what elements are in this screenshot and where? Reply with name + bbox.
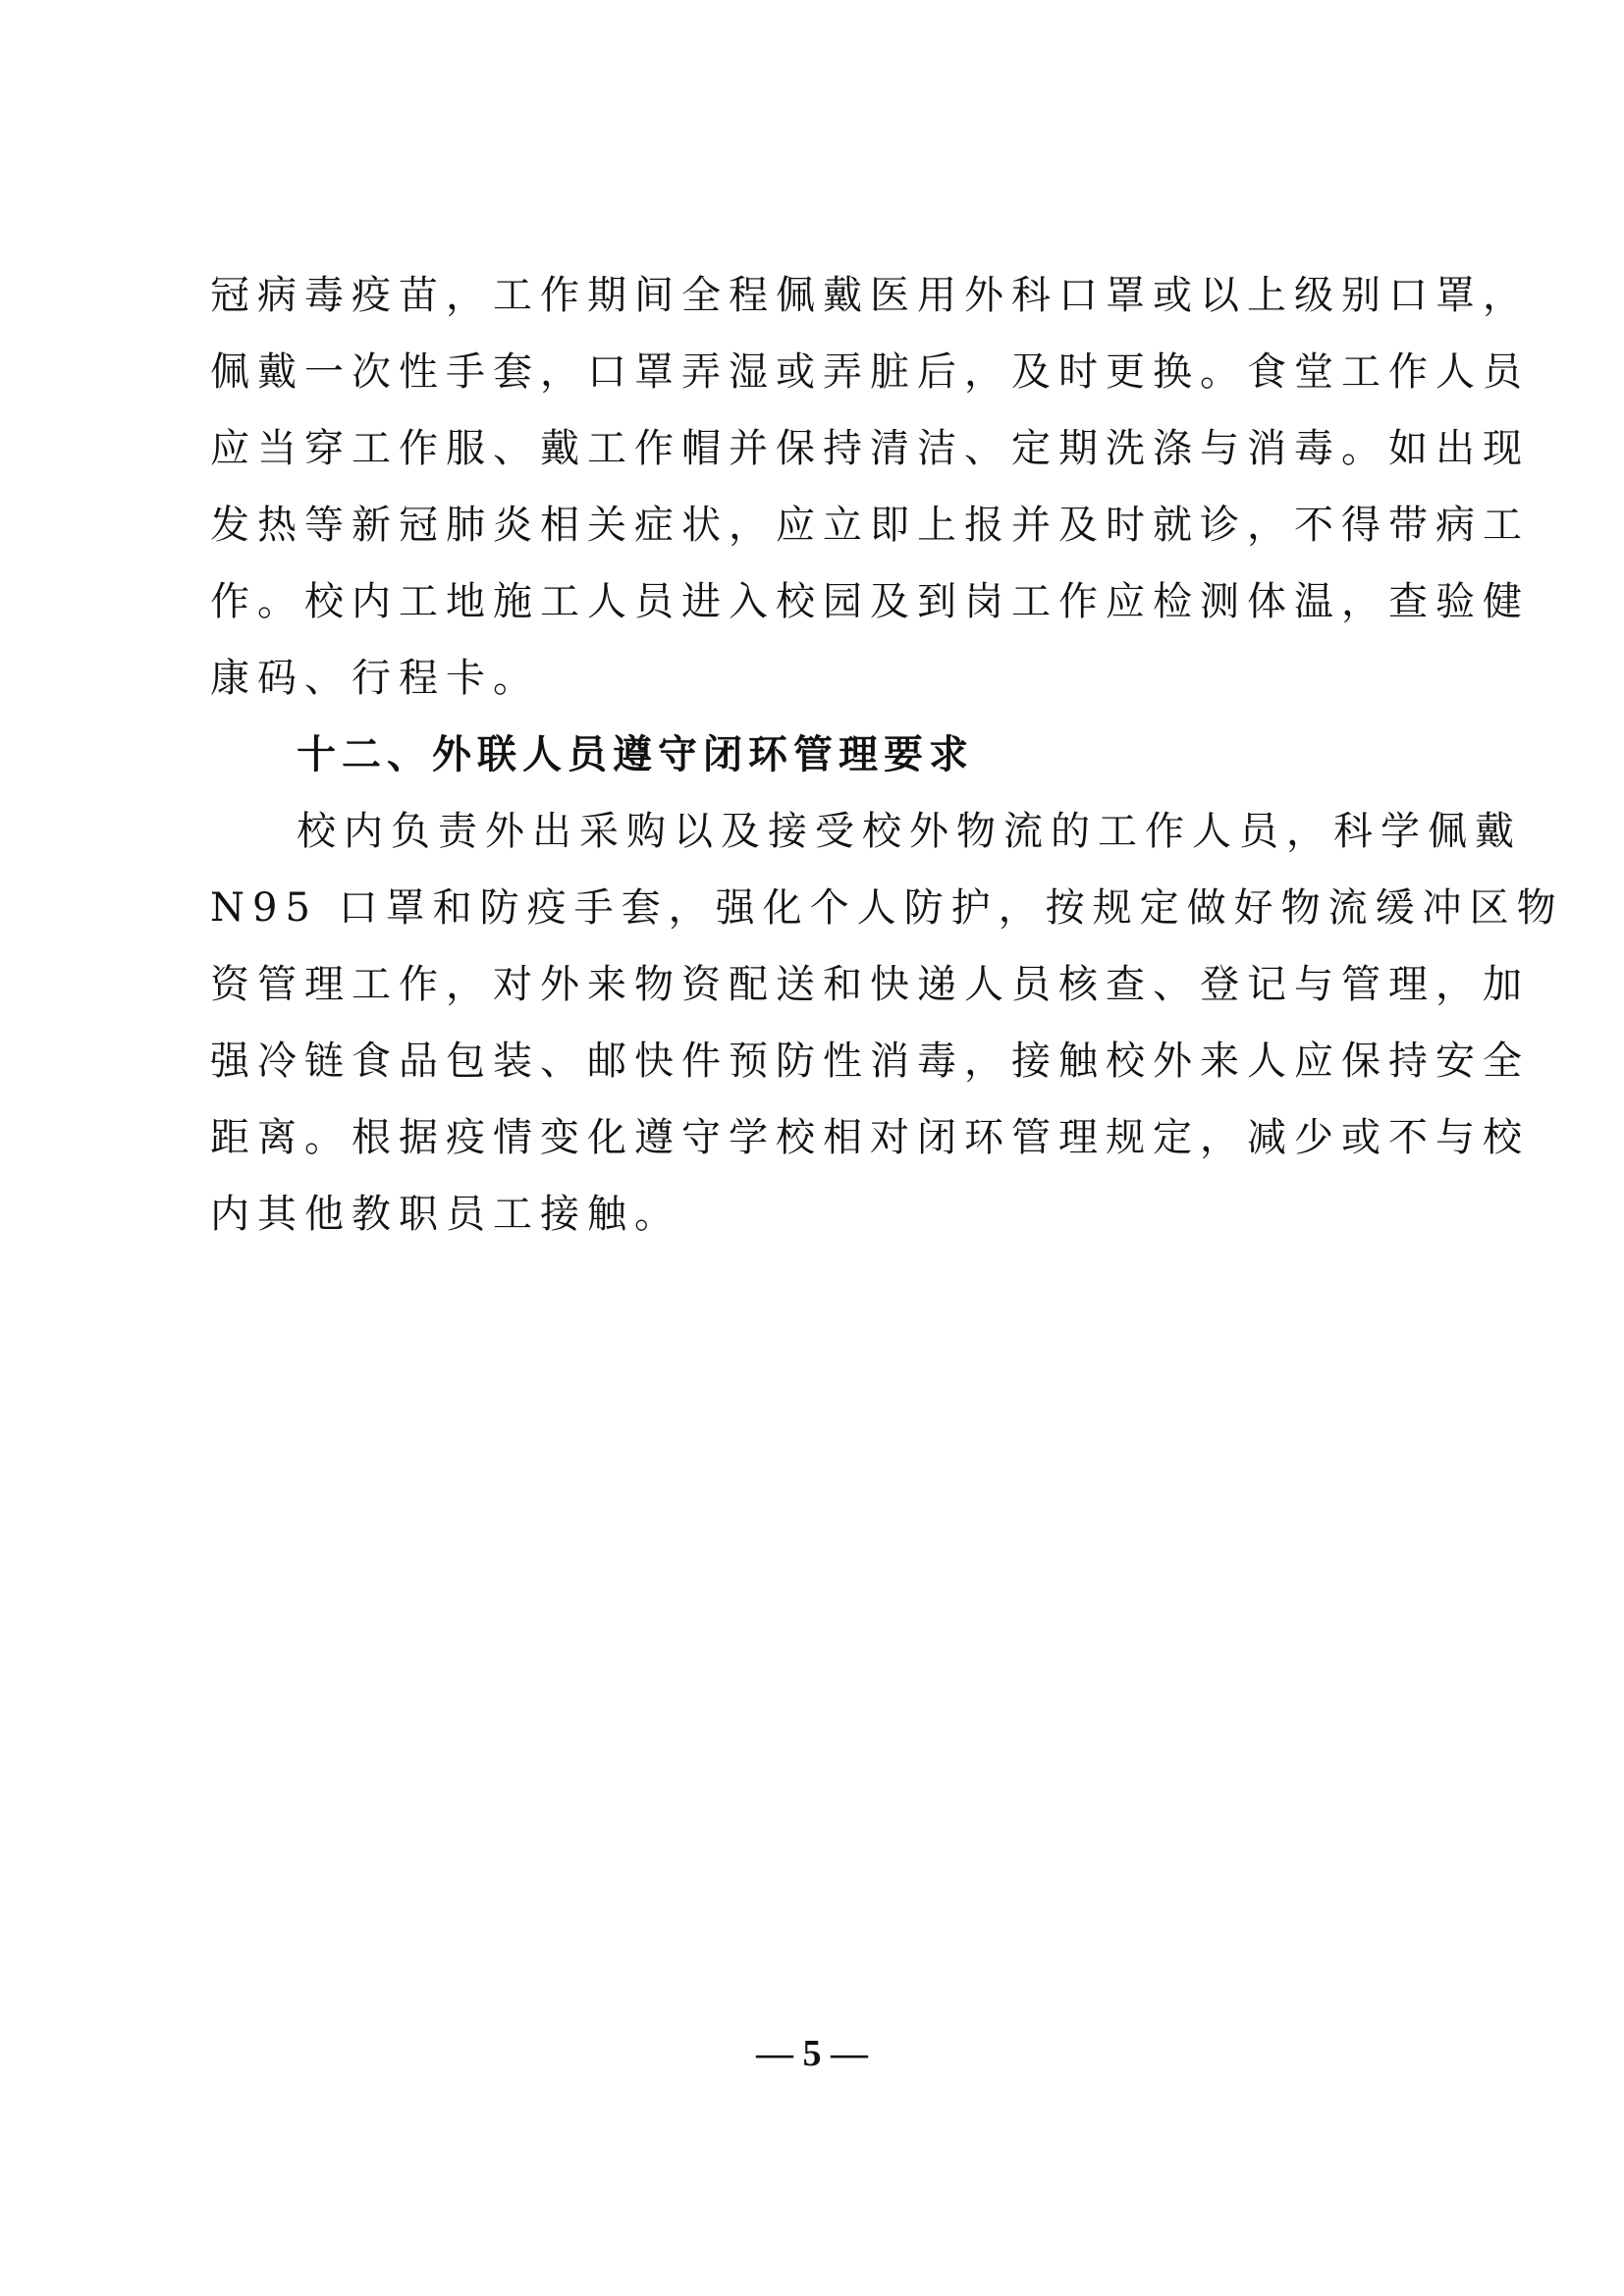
document-body <box>210 257 1564 1253</box>
paragraph-line: 距离。根据疫情变化遵守学校相对闭环管理规定，减少或不与校 <box>210 1115 1530 1160</box>
paragraph-line: 应当穿工作服、戴工作帽并保持清洁、定期洗涤与消毒。如出现 <box>210 426 1530 471</box>
paragraph-line: 内其他教职员工接触。 <box>210 1192 681 1237</box>
paragraph-line: N95 口罩和防疫手套，强化个人防护，按规定做好物流缓冲区物 <box>210 885 1564 931</box>
paragraph-line: 佩戴一次性手套，口罩弄湿或弄脏后，及时更换。食堂工作人员 <box>210 349 1530 395</box>
paragraph-line: 资管理工作，对外来物资配送和快递人员核查、登记与管理，加 <box>210 962 1530 1007</box>
paragraph-line: 强冷链食品包装、邮快件预防性消毒，接触校外来人应保持安全 <box>210 1039 1530 1084</box>
paragraph-line: 发热等新冠肺炎相关症状，应立即上报并及时就诊，不得带病工 <box>210 503 1530 548</box>
section-heading: 十二、外联人员遵守闭环管理要求 <box>297 732 974 777</box>
paragraph-line: 校内负责外出采购以及接受校外物流的工作人员，科学佩戴 <box>297 809 1522 854</box>
paragraph-line: 作。校内工地施工人员进入校园及到岗工作应检测体温，查验健 <box>210 579 1530 624</box>
paragraph-line: 康码、行程卡。 <box>210 656 540 701</box>
paragraph-line: 冠病毒疫苗，工作期间全程佩戴医用外科口罩或以上级别口罩， <box>210 273 1530 318</box>
page-number: — 5 — <box>756 2033 868 2074</box>
